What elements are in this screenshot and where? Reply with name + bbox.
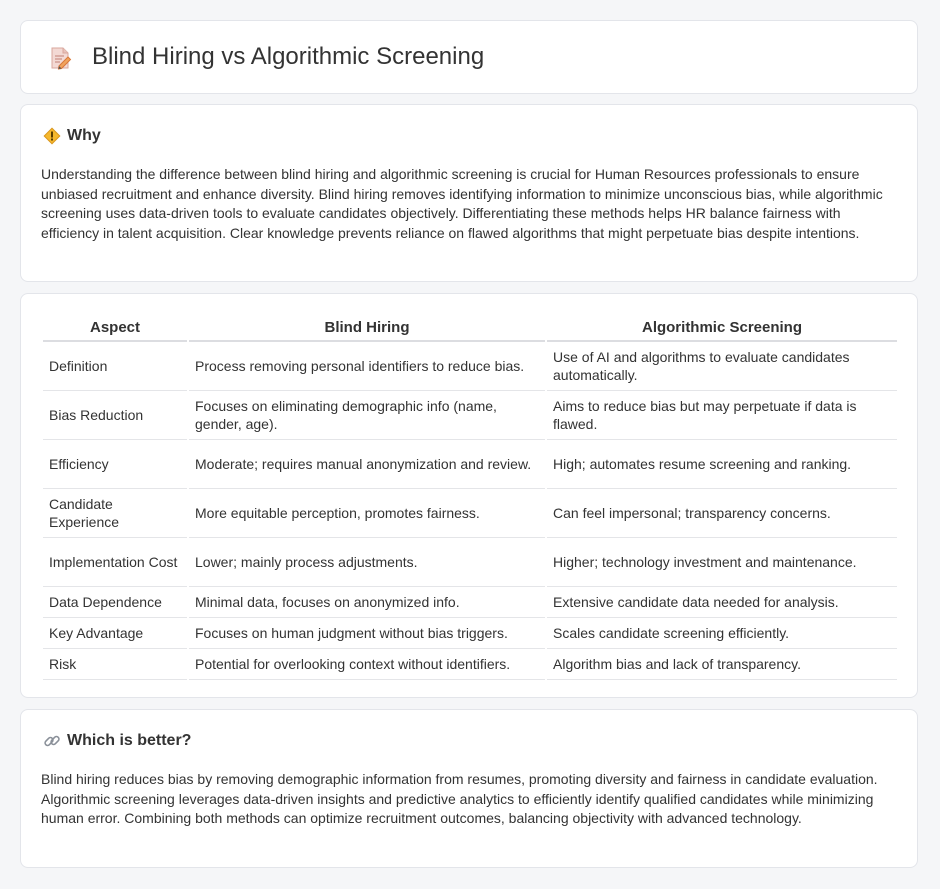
aspect-cell: Implementation Cost [43,538,187,587]
algo-cell: Scales candidate screening efficiently. [547,618,897,649]
aspect-cell: Candidate Experience [43,489,187,538]
link-icon [43,732,61,750]
comparison-section [20,293,918,698]
header-aspect: Aspect [43,316,187,342]
blind-cell: Process removing personal identifiers to reduce bias. [189,342,545,391]
title-card [20,20,918,94]
aspect-cell: Risk [43,649,187,680]
table-row [43,489,897,538]
blind-cell: Focuses on human judgment without bias triggers. [189,618,545,649]
blind-cell: Minimal data, focuses on anonymized info. [189,587,545,618]
aspect-cell: Efficiency [43,440,187,489]
aspect-cell: Key Advantage [43,618,187,649]
blind-cell: Focuses on eliminating demographic info (name, gender, age). [189,391,545,440]
table-row [43,649,897,680]
table-header-row [43,316,897,342]
table-row [43,342,897,391]
table-row [43,618,897,649]
aspect-cell: Data Dependence [43,587,187,618]
algo-cell: Algorithm bias and lack of transparency. [547,649,897,680]
algo-cell: Extensive candidate data needed for analysis. [547,587,897,618]
algo-cell: Can feel impersonal; transparency concerns. [547,489,897,538]
document-edit-icon [47,45,73,71]
blind-cell: Moderate; requires manual anonymization and review. [189,440,545,489]
why-section [20,104,918,282]
blind-cell: More equitable perception, promotes fairness. [189,489,545,538]
better-text: Blind hiring reduces bias by removing demographic information from resumes, promoting diversity and fairness in candidate evaluation. Algorithmic screening leverages data-driven insights and predictive analytics to efficiently identify qualified candidates while minimizing human error. Combining both methods can optimize recruitment outcomes, balancing objectivity with advanced technology. [41,771,878,827]
page-title: Blind Hiring vs Algorithmic Screening [92,43,485,70]
blind-cell: Potential for overlooking context without identifiers. [189,649,545,680]
table-row [43,391,897,440]
warning-diamond-icon [43,127,61,145]
table-row [43,538,897,587]
why-heading [43,127,101,145]
algo-cell: Use of AI and algorithms to evaluate candidates automatically. [547,342,897,391]
aspect-cell: Definition [43,342,187,391]
table-row [43,587,897,618]
algo-cell: Aims to reduce bias but may perpetuate if data is flawed. [547,391,897,440]
algo-cell: Higher; technology investment and maintenance. [547,538,897,587]
why-heading-label: Why [67,127,101,144]
better-heading-label: Which is better? [67,732,192,749]
algo-cell: High; automates resume screening and ranking. [547,440,897,489]
table-row [43,440,897,489]
comparison-table [41,316,899,680]
blind-cell: Lower; mainly process adjustments. [189,538,545,587]
header-blind-hiring: Blind Hiring [189,316,545,342]
which-is-better-section [20,709,918,868]
header-algorithmic-screening: Algorithmic Screening [547,316,897,342]
aspect-cell: Bias Reduction [43,391,187,440]
why-text: Understanding the difference between blind hiring and algorithmic screening is crucial for Human Resources professionals to ensure unbiased recruitment and enhance diversity. Blind hiring removes identifying information to minimize unconscious bias, while algorithmic screening uses data-driven tools to evaluate candidates objectively. Differentiating these methods helps HR balance fairness with efficiency in talent acquisition. Clear knowledge prevents reliance on flawed algorithms that might perpetuate bias despite intentions. [41,166,883,241]
better-heading [43,732,191,750]
